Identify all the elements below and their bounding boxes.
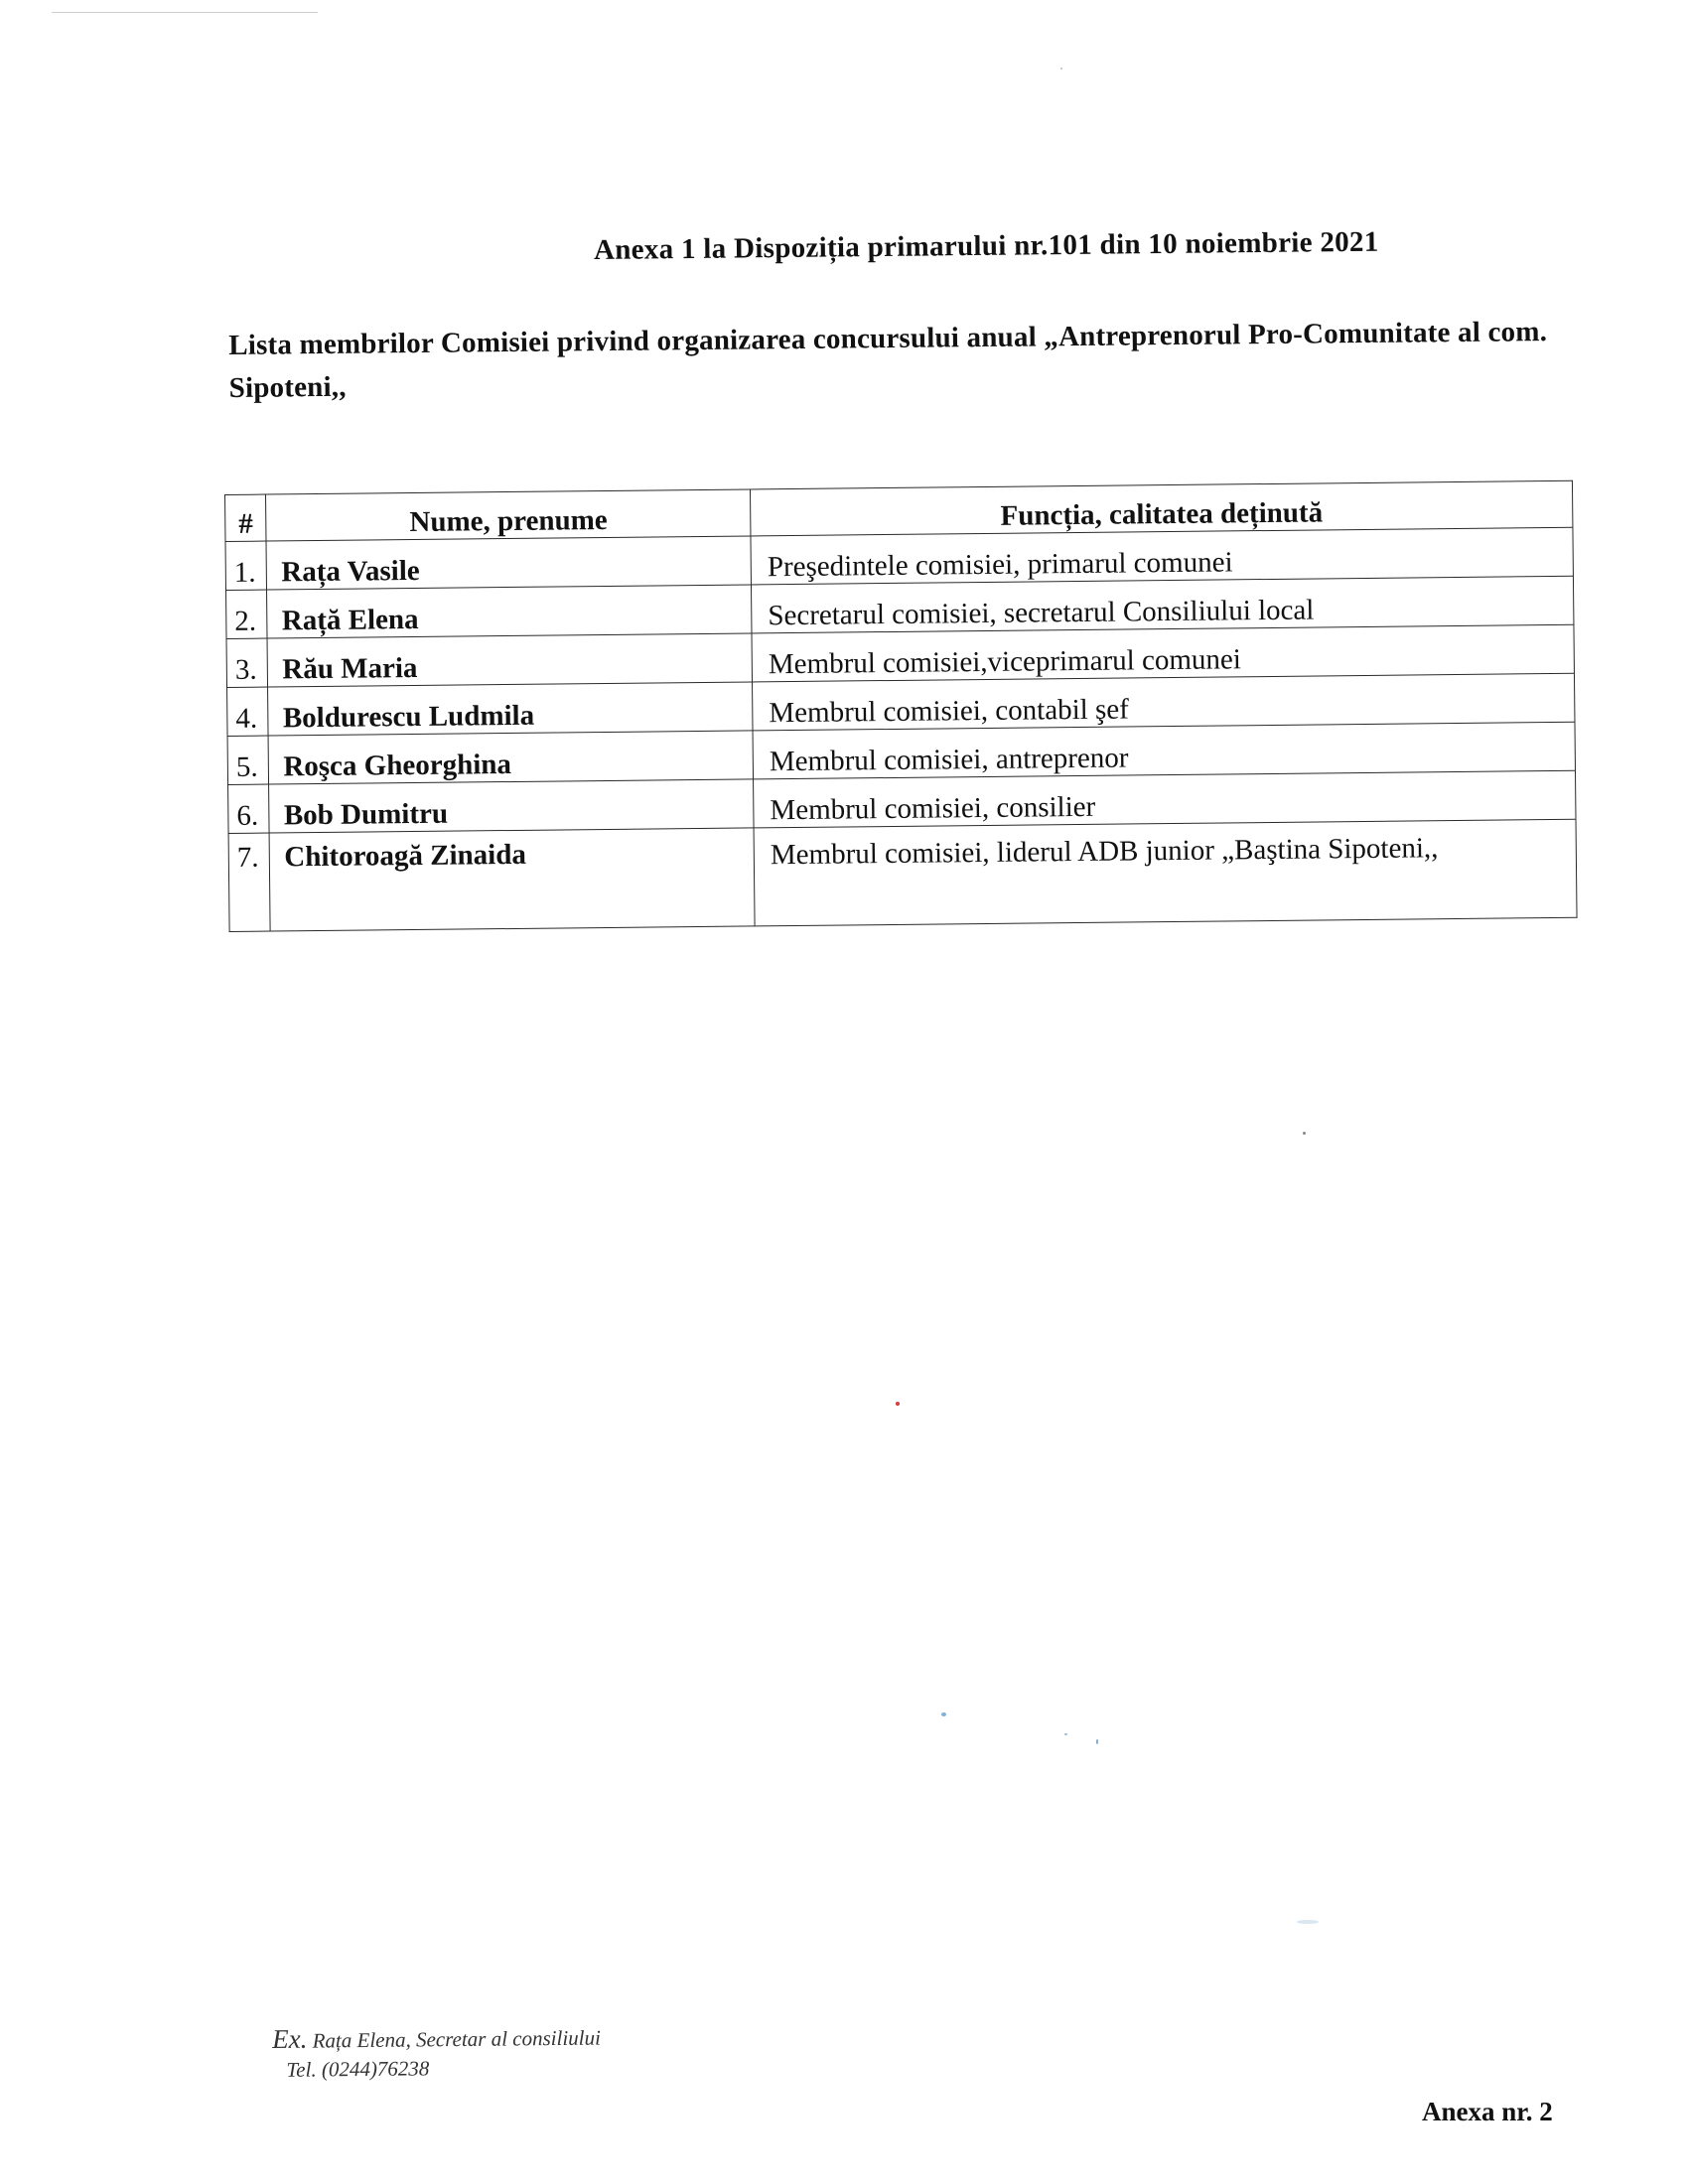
footer-annex-label: Anexa nr. 2 — [1422, 2097, 1553, 2126]
member-function: Membrul comisiei, liderul ADB junior „Baştina Sipoteni,, — [754, 819, 1577, 926]
member-name: Rău Maria — [268, 633, 753, 687]
executor-phone: Tel. (0244)76238 — [286, 2056, 430, 2082]
executor-name: Rața Elena, Secretar al consiliului — [312, 2025, 602, 2053]
annex-heading: Anexa 1 la Dispoziția primarului nr.101 din 10 noiembrie 2021 — [593, 225, 1379, 266]
scan-speck — [1096, 1739, 1098, 1744]
scan-speck — [896, 1402, 900, 1406]
header-function: Funcția, calitatea deținută — [751, 480, 1573, 536]
row-number: 7. — [228, 833, 271, 931]
executor-note — [272, 2022, 601, 2085]
header-number: # — [225, 494, 267, 541]
header-name: Nume, prenume — [266, 489, 751, 541]
scan-speck — [1064, 1733, 1067, 1735]
members-table — [224, 480, 1578, 932]
row-number: 6. — [228, 784, 270, 833]
scan-speck — [941, 1712, 946, 1716]
member-function: Secretarul comisiei, secretarul Consiliului local — [752, 576, 1574, 633]
member-function: Preşedintele comisiei, primarul comunei — [751, 527, 1573, 585]
row-number: 4. — [227, 687, 269, 736]
member-function: Membrul comisiei, antreprenor — [753, 722, 1575, 779]
table-row — [228, 819, 1577, 931]
scan-speck — [1297, 1920, 1319, 1924]
executor-label: Ex. — [271, 2023, 308, 2054]
row-number: 3. — [226, 638, 268, 687]
member-name: Bob Dumitru — [269, 779, 754, 833]
list-title: Lista membrilor Comisiei privind organizarea concursului anual „Antreprenorul Pro-Comunitate al com. Sipoteni,, — [228, 316, 1548, 404]
member-function: Membrul comisiei,viceprimarul comunei — [752, 624, 1574, 682]
row-number: 1. — [225, 541, 267, 590]
row-number: 5. — [227, 736, 269, 784]
row-number: 2. — [226, 590, 268, 638]
member-function: Membrul comisiei, consilier — [754, 770, 1576, 828]
member-name: Roşca Gheorghina — [269, 731, 754, 784]
member-name: Boldurescu Ludmila — [268, 682, 753, 736]
member-name: Chitoroagă Zinaida — [270, 828, 756, 931]
scan-speck — [1060, 68, 1062, 69]
member-name: Rața Vasile — [266, 536, 751, 590]
member-name: Rață Elena — [267, 585, 752, 638]
scan-edge-line — [52, 12, 318, 13]
member-function: Membrul comisiei, contabil şef — [753, 673, 1575, 731]
scan-speck — [1303, 1132, 1306, 1135]
